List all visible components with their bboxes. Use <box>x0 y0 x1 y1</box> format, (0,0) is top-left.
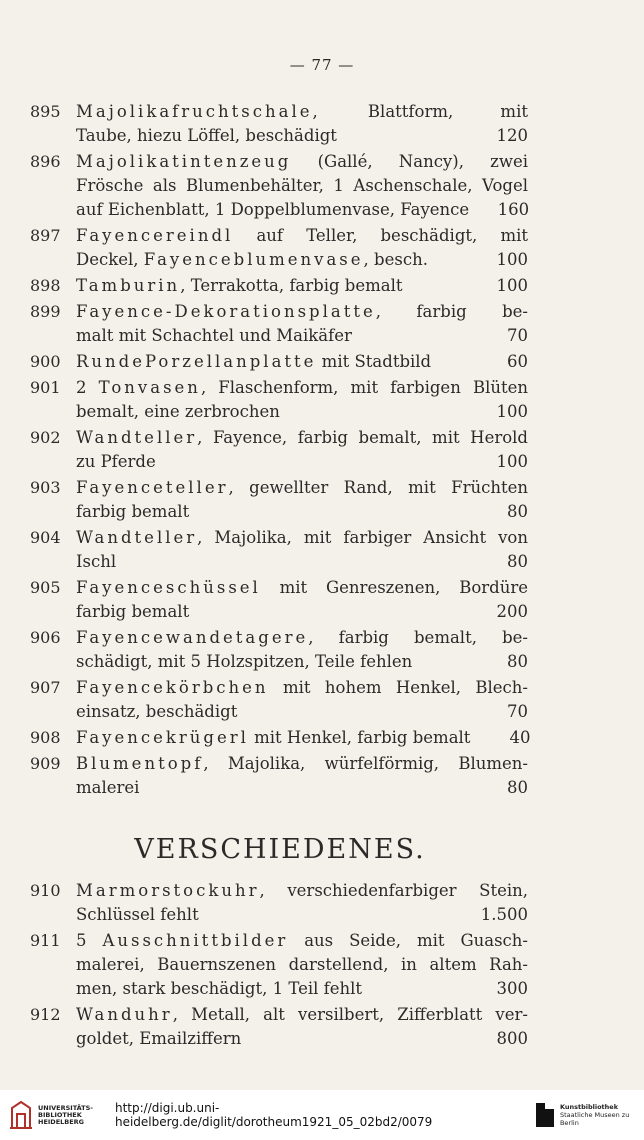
item-title: Fayenceteller <box>76 478 229 497</box>
price: 120 <box>496 126 528 145</box>
lot-number: 900 <box>30 352 61 371</box>
price: 160 <box>497 200 530 219</box>
kunstbibliothek-name <box>560 1103 644 1127</box>
item-description: mit Henkel, farbig bemalt <box>248 728 471 747</box>
entry-text <box>76 198 469 222</box>
entry-line <box>76 224 528 248</box>
catalog-entry <box>30 676 528 724</box>
lot-number: 895 <box>30 102 61 121</box>
entry-line <box>76 376 528 400</box>
library-name-line: BIBLIOTHEK <box>38 1110 82 1119</box>
catalog-entry <box>30 526 528 574</box>
entry-text <box>76 176 528 195</box>
item-description: , farbig bemalt, be- <box>308 628 528 647</box>
price: 80 <box>507 652 528 671</box>
lot-number: 904 <box>30 528 61 547</box>
price: 100 <box>496 276 528 295</box>
lot-number: 903 <box>30 478 61 497</box>
catalog-entry <box>30 1003 528 1051</box>
catalog-entry <box>30 929 528 1001</box>
item-title: Wandteller <box>76 428 198 447</box>
entry-line <box>76 977 528 1001</box>
lot-number: 905 <box>30 578 61 597</box>
item-description: Blattform, mit <box>320 102 528 121</box>
price: 100 <box>496 250 528 269</box>
item-title: Marmorstockuhr <box>76 881 260 900</box>
entry-text <box>76 248 428 272</box>
item-description: bemalt, eine zerbrochen <box>76 402 280 421</box>
item-description: , Metall, alt versilbert, Zifferblatt ver- <box>172 1005 528 1024</box>
item-description: mit Genreszenen, Bordüre <box>260 578 528 597</box>
entry-line <box>76 300 528 324</box>
lot-number: 901 <box>30 378 61 397</box>
entry-line <box>76 726 531 750</box>
entry-text <box>76 931 528 950</box>
lot-number: 897 <box>30 226 61 245</box>
entry-line <box>76 879 528 903</box>
item-description: einsatz, beschädigt <box>76 702 238 721</box>
catalog-entry <box>30 879 528 927</box>
price: 80 <box>507 778 528 797</box>
entry-line <box>76 752 528 776</box>
catalog-entry <box>30 300 528 348</box>
entry-line <box>76 953 528 977</box>
lot-number: 896 <box>30 152 61 171</box>
entry-line <box>76 400 528 424</box>
entry-line <box>76 248 528 272</box>
item-description: , verschiedenfarbiger Stein, <box>259 881 528 900</box>
item-description: , Majolika, würfelförmig, Blumen- <box>203 754 528 773</box>
entry-line <box>76 198 528 222</box>
entry-line <box>76 100 528 124</box>
page-number: — 77 — <box>289 56 355 74</box>
entry-line <box>76 776 528 800</box>
source-url[interactable]: http://digi.ub.uni-heidelberg.de/diglit/dorotheum1921_05_02bd2/0079 <box>114 1101 433 1129</box>
catalog-entry <box>30 224 528 272</box>
entry-line <box>76 124 528 148</box>
item-description: , farbig be- <box>375 302 528 321</box>
library-name <box>38 1105 93 1126</box>
entry-group-miscellaneous <box>30 879 528 1051</box>
library-name-line: UNIVERSITÄTS- <box>38 1103 93 1112</box>
price: 70 <box>507 326 528 345</box>
item-title: RundePorzellanplatte <box>76 352 317 371</box>
catalog-entry <box>30 150 528 222</box>
entry-text <box>76 478 528 497</box>
lot-number: 909 <box>30 754 61 773</box>
catalog-entry <box>30 350 528 374</box>
item-description: Taube, hiezu Löffel, beschädigt <box>76 126 337 145</box>
item-description: farbig bemalt <box>76 502 190 521</box>
entry-text <box>76 450 156 474</box>
entry-line <box>76 526 528 550</box>
library-name-line: HEIDELBERG <box>38 1117 85 1126</box>
catalog-entry <box>30 376 528 424</box>
price: 300 <box>496 979 528 998</box>
item-title: Fayenceblumenvase <box>143 250 364 269</box>
entry-text <box>76 152 528 171</box>
lot-number: 911 <box>30 931 61 950</box>
lot-number: 912 <box>30 1005 61 1024</box>
item-title: Fayencekrügerl <box>76 728 249 747</box>
kb-title: Kunstbibliothek <box>559 1103 619 1111</box>
item-title: Fayencekörbchen <box>76 678 269 697</box>
entry-text <box>76 726 470 750</box>
price: 800 <box>496 1029 528 1048</box>
entry-line <box>76 426 528 450</box>
lot-number: 898 <box>30 276 61 295</box>
section-heading: VERSCHIEDENES. <box>134 834 426 865</box>
catalog-entry <box>30 274 528 298</box>
price: 1.500 <box>480 905 528 924</box>
lot-number: 908 <box>30 728 61 747</box>
entry-text <box>76 226 528 245</box>
item-description: , Terrakotta, farbig bemalt <box>180 276 403 295</box>
entry-text <box>76 881 528 900</box>
entry-line <box>76 600 528 624</box>
item-title: Majolikatintenzeug <box>76 152 292 171</box>
footer-bar <box>0 1090 644 1140</box>
library-emblem-icon <box>8 1100 34 1130</box>
entry-line <box>76 650 528 674</box>
entry-text <box>76 903 199 927</box>
item-description: Deckel, <box>76 250 144 269</box>
price: 70 <box>507 702 528 721</box>
entry-text <box>76 977 362 1001</box>
entry-line <box>76 476 528 500</box>
catalog-entry <box>30 476 528 524</box>
entry-line <box>76 700 528 724</box>
item-title: Majolikafruchtschale, <box>76 102 321 121</box>
lot-number: 899 <box>30 302 61 321</box>
item-description: goldet, Emailziffern <box>76 1029 242 1048</box>
item-description: farbig bemalt <box>76 602 190 621</box>
item-description: , Fayence, farbig bemalt, mit Herold <box>197 428 528 447</box>
price: 100 <box>496 452 528 471</box>
entry-text <box>76 678 528 697</box>
entry-text <box>76 550 116 574</box>
lot-number: 910 <box>30 881 61 900</box>
lot-number: 907 <box>30 678 61 697</box>
catalog-entry <box>30 626 528 674</box>
price: 200 <box>496 602 528 621</box>
item-description: malerei, Bauernszenen darstellend, in altem Rah- <box>76 955 528 974</box>
entry-text <box>76 955 528 974</box>
entry-text <box>76 578 528 597</box>
entry-text <box>76 350 431 374</box>
entry-text <box>76 500 189 524</box>
entry-line <box>76 174 528 198</box>
entry-line <box>76 350 528 374</box>
item-description: mit Stadtbild <box>316 352 432 371</box>
entry-text <box>76 600 189 624</box>
item-title: Fayencewandetagere <box>76 628 309 647</box>
entry-text <box>76 1005 528 1024</box>
price: 80 <box>507 502 528 521</box>
item-description: Ischl <box>76 552 117 571</box>
catalog-entry <box>30 576 528 624</box>
entry-text <box>76 324 352 348</box>
kunstbibliothek-emblem-icon <box>534 1100 556 1130</box>
entry-text <box>76 776 139 800</box>
item-description: (Gallé, Nancy), zwei <box>291 152 528 171</box>
entry-line <box>76 903 528 927</box>
item-description: auf Teller, beschädigt, mit <box>233 226 528 245</box>
item-title: Fayenceschüssel <box>76 578 261 597</box>
entry-line <box>76 576 528 600</box>
lot-number: 902 <box>30 428 61 447</box>
entry-line <box>76 626 528 650</box>
entry-text <box>76 528 528 547</box>
entry-line <box>76 500 528 524</box>
item-description: , gewellter Rand, mit Früchten <box>228 478 528 497</box>
entry-text <box>76 754 528 773</box>
item-description: , Majolika, mit farbiger Ansicht von <box>197 528 528 547</box>
item-description: , Flaschenform, mit farbigen Blüten <box>200 378 528 397</box>
price: 40 <box>509 728 531 747</box>
entry-text <box>76 378 528 397</box>
item-description: auf Eichenblatt, 1 Doppelblumenvase, Fayence <box>76 200 470 219</box>
entry-line <box>76 274 528 298</box>
price: 60 <box>507 352 528 371</box>
entry-line <box>76 324 528 348</box>
item-title: Wanduhr <box>76 1005 173 1024</box>
kunstbibliothek-logo <box>534 1100 644 1130</box>
item-title: Fayence-Dekorationsplatte <box>76 302 376 321</box>
item-title: Tonvasen <box>98 378 201 397</box>
entry-text <box>76 274 403 298</box>
item-title: Ausschnittbilder <box>102 931 289 950</box>
item-title: Tamburin <box>76 276 181 295</box>
entry-text <box>76 650 412 674</box>
entry-line <box>76 150 528 174</box>
entry-text <box>76 124 337 148</box>
item-description: , besch. <box>363 250 428 269</box>
item-description: aus Seide, mit Guasch- <box>288 931 528 950</box>
entry-line <box>76 1003 528 1027</box>
item-title: Blumentopf <box>76 754 204 773</box>
item-description: malt mit Schachtel und Maikäfer <box>76 326 352 345</box>
entry-text <box>76 428 528 447</box>
price: 80 <box>507 552 528 571</box>
price: 100 <box>496 402 528 421</box>
university-library-logo <box>8 1100 93 1130</box>
entry-text <box>76 1027 241 1051</box>
entry-text <box>76 302 528 321</box>
catalog-entry <box>30 426 528 474</box>
catalog-entries <box>30 100 531 1053</box>
entry-group-ceramics <box>30 100 531 800</box>
entry-line <box>76 676 528 700</box>
item-title: Fayencereindl <box>76 226 234 245</box>
item-description: malerei <box>76 778 140 797</box>
entry-text <box>76 700 237 724</box>
entry-text <box>76 102 528 121</box>
entry-text <box>76 400 280 424</box>
entry-line <box>76 550 528 574</box>
item-title: Wandteller <box>76 528 198 547</box>
item-description: men, stark beschädigt, 1 Teil fehlt <box>76 979 363 998</box>
lot-number: 906 <box>30 628 61 647</box>
catalog-entry <box>30 726 531 750</box>
item-description: schädigt, mit 5 Holzspitzen, Teile fehlen <box>76 652 413 671</box>
item-description: Schlüssel fehlt <box>76 905 199 924</box>
entry-quantity: 2 <box>76 378 99 397</box>
entry-quantity: 5 <box>76 931 103 950</box>
entry-line <box>76 450 528 474</box>
catalog-entry <box>30 752 528 800</box>
entry-line <box>76 1027 528 1051</box>
item-description: Frösche als Blumenbehälter, 1 Aschenschale, Vogel <box>76 176 528 195</box>
entry-text <box>76 628 528 647</box>
kb-subtitle: Staatliche Museen zu Berlin <box>559 1111 630 1127</box>
item-description: zu Pferde <box>76 452 156 471</box>
catalog-entry <box>30 100 528 148</box>
item-description: mit hohem Henkel, Blech- <box>268 678 528 697</box>
entry-line <box>76 929 528 953</box>
